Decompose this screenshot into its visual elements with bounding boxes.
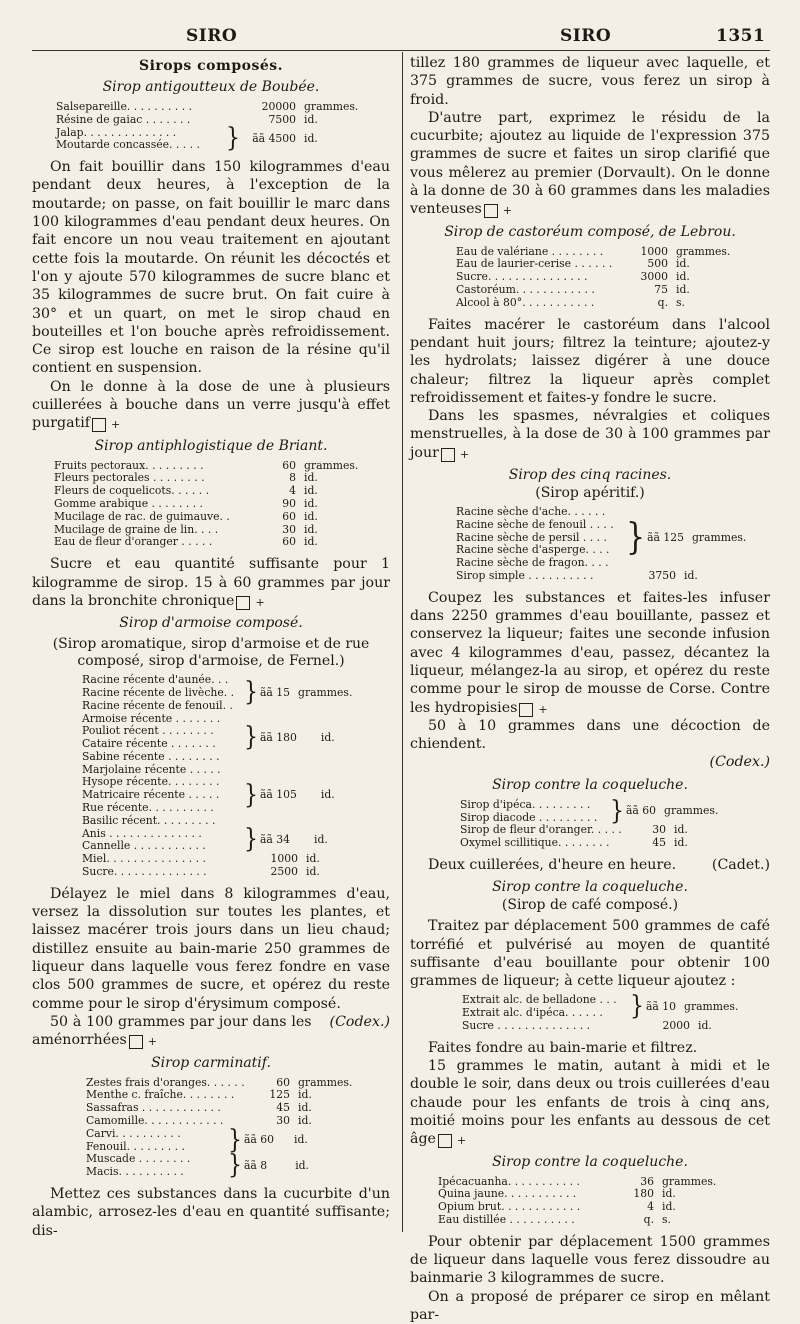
ingredient-unit: id. — [298, 1101, 312, 1115]
ingredient-unit: grammes. — [298, 1075, 353, 1089]
ingredient-list — [32, 674, 390, 879]
ingredient-qty: ãã 15 — [260, 685, 291, 699]
ingredient-name: Sucre. . . . . . . . . . . . . . — [82, 865, 207, 879]
ingredient-name: Racine récente d'aunée. . . — [82, 673, 229, 687]
plus-icon: + — [519, 703, 533, 717]
ingredient-qty: 2000 — [662, 1019, 690, 1033]
ingredient-qty: 30 — [652, 823, 666, 837]
paragraph: On le donne à la dose de une à plusieurs cuillerées à bouche dans un verre jusqu'à effet purgatif + — [32, 378, 390, 432]
brace-icon: } — [610, 795, 624, 826]
ingredient-unit: grammes. — [692, 530, 747, 544]
ingredient-unit: s. — [662, 1213, 671, 1227]
brace-icon: } — [228, 1150, 242, 1181]
paragraph: On a proposé de préparer ce sirop en mêlant par- — [410, 1288, 770, 1323]
ingredient-qty: ãã 10 — [646, 999, 677, 1013]
ingredient-name: Racine sèche d'asperge. . . . — [456, 543, 610, 557]
ingredient-unit: id. — [306, 865, 320, 879]
ingredient-unit: id. — [676, 257, 690, 271]
brace-icon: } — [244, 722, 258, 753]
ingredient-qty: 60 — [282, 535, 296, 549]
ingredient-unit: s. — [676, 295, 685, 309]
ingredient-qty: ãã 34 — [260, 833, 291, 847]
ingredient-unit: id. — [674, 836, 688, 850]
paragraph: Dans les spasmes, névralgies et coliques menstruelles, à la dose de 30 à 100 grammes par jour + — [410, 408, 770, 461]
ingredient-qty: 7500 — [268, 112, 296, 126]
brace-icon: } — [244, 824, 258, 855]
header-center: SIRO — [560, 26, 612, 46]
recipe-title: Sirop contre la coqueluche. — [492, 776, 688, 793]
ingredient-row — [462, 1020, 770, 1033]
ingredient-name: Moutarde concassée. . . . . — [56, 138, 200, 152]
ingredient-name: Sassafras . . . . . . . . . . . . — [86, 1101, 221, 1115]
ingredient-qty: 1000 — [640, 244, 668, 258]
ingredient-qty: 180 — [633, 1187, 654, 1201]
ingredient-qty: 4 — [289, 484, 296, 498]
ingredient-qty: 30 — [276, 1113, 290, 1127]
ingredient-row — [456, 297, 770, 310]
recipe-subtitle: (Sirop de café composé.) — [501, 897, 679, 914]
ingredient-group — [456, 506, 770, 570]
ingredient-list — [410, 795, 770, 850]
paragraph: Coupez les substances et faites-les infuser dans 2250 grammes d'eau bouillante, passez et conservez la liqueur; faites une seconde infusion avec 4 kilogrammes d'eau, passez, décantez la liqueur, mélangez-la au sirop, et opérez du reste comme pour le sirop de mousse de Corse. Contre les hydropisies + — [410, 589, 770, 716]
brace-icon: } — [228, 1124, 242, 1155]
paragraph: Délayez le miel dans 8 kilogrammes d'eau, versez la dissolution sur toutes les plantes, et laissez macérer trois jours dans un lieu chaud; distillez ensuite au bain-marie 250 grammes de liqueur dans laquelle vous ferez fondre en vase clos 500 grammes de sucre, et opérez du reste comme pour le sirop d'érysimum composé. (Codex.) — [32, 885, 390, 1030]
ingredient-qty: ãã 60 — [244, 1133, 275, 1147]
ingredient-list — [32, 1077, 390, 1179]
ingredient-name: Résine de gaiac . . . . . . . — [56, 112, 191, 126]
ingredient-unit: id. — [320, 730, 335, 744]
plus-icon: + — [441, 448, 455, 462]
ingredient-name: Racine sèche de persil . . . . — [456, 530, 607, 544]
ingredient-list — [410, 506, 770, 583]
ingredient-name: Fleurs pectorales . . . . . . . . — [54, 471, 205, 485]
paragraph: 50 à 100 grammes par jour dans les aménorrhées + — [32, 1013, 312, 1049]
ingredient-group — [82, 674, 390, 712]
ingredient-qty: 20000 — [261, 100, 296, 113]
ingredient-qty: 125 — [269, 1088, 290, 1102]
ingredient-group — [82, 713, 390, 764]
ingredient-name: Extrait alc. d'ipéca. . . . . . — [462, 1006, 603, 1020]
ingredient-unit: id. — [320, 788, 335, 802]
ingredient-unit: grammes. — [664, 804, 719, 818]
ingredient-qty: 500 — [647, 257, 668, 271]
ingredient-name: Sucre. . . . . . . . . . . . . . . — [456, 270, 588, 284]
ingredient-unit: id. — [294, 1133, 308, 1147]
ingredient-row — [460, 837, 770, 850]
ingredient-unit: id. — [698, 1019, 712, 1033]
ingredient-name: Eau de fleur d'oranger . . . . . — [54, 535, 213, 549]
brace-icon: } — [630, 991, 644, 1022]
plus-icon: + — [92, 418, 106, 432]
plus-icon: + — [484, 204, 498, 218]
ingredient-name: Anis . . . . . . . . . . . . . . — [82, 826, 202, 840]
ingredient-unit: id. — [304, 131, 318, 145]
ingredient-unit: id. — [304, 535, 318, 549]
paragraph: Traitez par déplacement 500 grammes de café torréfié et pulvérisé au moyen de quantité suffisante d'eau bouillante pour obtenir 100 grammes de liqueur; à cette liqueur ajoutez : — [410, 918, 770, 990]
paragraph: 15 grammes le matin, autant à midi et le double le soir, dans deux ou trois cuillerées d'eau chaude pour les enfants de trois à cinq ans, moitié moins pour les enfants au dessous de cet âge + — [410, 1058, 770, 1148]
ingredient-name: Rue récente. . . . . . . . . . — [82, 801, 214, 815]
recipe-title: Sirop contre la coqueluche. — [492, 1153, 688, 1170]
ingredient-group — [82, 764, 390, 828]
recipe-title: Sirop des cinq racines. — [508, 467, 672, 484]
ingredient-name: Cannelle . . . . . . . . . . . — [82, 839, 206, 853]
ingredient-qty: ãã 125 — [647, 530, 685, 544]
ingredient-row — [54, 536, 390, 549]
ingredient-name: Sabine récente . . . . . . . . — [82, 749, 220, 763]
ingredient-name: Racine sèche d'ache. . . . . . — [456, 505, 606, 519]
ingredient-qty: ãã 60 — [626, 804, 657, 818]
plus-icon: + — [236, 596, 250, 610]
ingredient-group — [460, 795, 770, 826]
section-title: Sirops composés. — [138, 58, 284, 74]
ingredient-name: Cataire récente . . . . . . . — [82, 737, 216, 751]
ingredient-name: Ipécacuanha. . . . . . . . . . . — [438, 1174, 580, 1188]
ingredient-name: Alcool à 80°. . . . . . . . . . . — [456, 295, 595, 309]
ingredient-name: Hysope récente. . . . . . . . — [82, 775, 220, 789]
header-rule — [32, 50, 770, 51]
ingredient-name: Eau de valériane . . . . . . . . — [456, 244, 604, 258]
ingredient-name: Jalap. . . . . . . . . . . . . . — [56, 125, 177, 139]
ingredient-name: Mucilage de graine de lin. . . . — [54, 522, 219, 536]
ingredient-name: Oxymel scillitique. . . . . . . . — [460, 836, 610, 850]
ingredient-row — [438, 1214, 770, 1227]
recipe-title: Sirop carminatif. — [151, 1054, 271, 1071]
ingredient-name: Eau distillée . . . . . . . . . . — [438, 1213, 575, 1227]
ingredient-unit: id. — [304, 112, 318, 126]
brace-icon: } — [226, 123, 240, 154]
ingredient-unit: grammes. — [298, 685, 353, 699]
ingredient-unit: id. — [304, 471, 318, 485]
ingredient-unit: id. — [684, 569, 698, 583]
ingredient-unit: grammes. — [304, 100, 359, 113]
ingredient-name: Mucilage de rac. de guimauve. . — [54, 509, 230, 523]
ingredient-name: Racine récente de fenouil. . — [82, 698, 233, 712]
paragraph: Deux cuillerées, d'heure en heure. (Cadet.) — [428, 856, 770, 873]
ingredient-name: Fenouil. . . . . . . . . — [86, 1139, 185, 1153]
ingredient-unit: id. — [304, 484, 318, 498]
paragraph: D'autre part, exprimez le résidu de la cucurbite; ajoutez au liquide de l'expression 375 grammes de sucre et faites un sirop clarifié que vous mêlerez au premier (Dorvault). On le donne à la donne de 30 à 60 grammes dans les maladies venteuses + — [410, 109, 770, 218]
ingredient-unit: id. — [304, 497, 318, 511]
header-left: SIRO — [186, 26, 238, 46]
ingredient-unit: id. — [306, 852, 320, 866]
ingredient-row — [456, 570, 770, 583]
ingredient-unit: id. — [674, 823, 688, 837]
ingredient-unit: grammes. — [684, 999, 739, 1013]
recipe-title: Sirop contre la coqueluche. — [492, 879, 688, 896]
ingredient-qty: ãã 180 — [260, 730, 297, 744]
ingredient-unit: id. — [298, 1088, 312, 1102]
ingredient-name: Sucre . . . . . . . . . . . . . . — [462, 1019, 591, 1033]
ingredient-unit: grammes. — [304, 458, 359, 472]
ingredient-row — [54, 498, 390, 511]
paragraph: On fait bouillir dans 150 kilogrammes d'eau pendant deux heures, à l'exception de la moutarde; on passe, on fait bouillir le marc dans 100 kilogrammes d'eau pendant deux heures. On fait encore un nou veau traitement en ajoutant cette fois la moutarde. On réunit les décoctés et l'on y ajoute 570 kilogrammes de sucre blanc et 35 kilogrammes de sucre brut. On fait cuire à 30° et un quart, on met le sirop chaud en bouteilles et l'on bouche après refroidissement. Ce sirop est louche en raison de la résine qu'il contient en suspension. — [32, 159, 390, 377]
ingredient-unit: grammes. — [676, 244, 731, 258]
ingredient-name: Muscade . . . . . . . . — [86, 1152, 191, 1166]
plus-icon: + — [129, 1035, 143, 1049]
ingredient-name: Pouliot récent . . . . . . . . — [82, 724, 214, 738]
ingredient-group — [56, 123, 390, 154]
ingredient-list — [32, 460, 390, 550]
ingredient-name: Salsepareille. . . . . . . . . . — [56, 100, 193, 113]
ingredient-name: Matricaire récente . . . . . — [82, 788, 220, 802]
ingredient-qty: 45 — [652, 836, 666, 850]
ingredient-group — [86, 1150, 390, 1181]
ingredient-unit: id. — [662, 1200, 676, 1214]
ingredient-row — [56, 114, 390, 127]
paragraph: 50 à 10 grammes dans une décoction de chiendent. — [410, 717, 770, 753]
ingredient-qty: 8 — [289, 471, 296, 485]
ingredient-qty: 60 — [282, 509, 296, 523]
ingredient-name: Sirop diacode . . . . . . . . . — [460, 810, 598, 824]
ingredient-row — [82, 866, 390, 879]
ingredient-qty: 90 — [282, 497, 296, 511]
recipe-title: Sirop de castoréum composé, de Lebrou. — [444, 223, 736, 240]
ingredient-name: Racine sèche de fragon. . . . — [456, 556, 609, 570]
ingredient-name: Sirop simple . . . . . . . . . . — [456, 569, 594, 583]
ingredient-name: Zestes frais d'oranges. . . . . . — [86, 1075, 245, 1089]
page-number: 1351 — [716, 26, 766, 46]
brace-icon: } — [244, 780, 258, 811]
ingredient-qty: q. — [657, 295, 668, 309]
paragraph: Faites macérer le castoréum dans l'alcool pendant huit jours; filtrez la teinture; ajoutez-y les hydrolats; laissez digérer à une douce chaleur; filtrez la liqueur après complet refroidissement et faites-y fondre le sucre. — [410, 316, 770, 406]
paragraph: tillez 180 grammes de liqueur avec laquelle, et 375 grammes de sucre, vous ferez un sirop à froid. — [410, 55, 770, 108]
ingredient-name: Fleurs de coquelicots. . . . . . — [54, 484, 210, 498]
ingredient-qty: 60 — [282, 458, 296, 472]
ingredient-qty: 2500 — [270, 865, 298, 879]
left-column — [32, 54, 390, 1240]
ingredient-list — [410, 1176, 770, 1227]
ingredient-row — [456, 284, 770, 297]
paragraph: Mettez ces substances dans la cucurbite d'un alambic, arrosez-les d'eau en quantité suffisante; dis- — [32, 1185, 390, 1239]
ingredient-unit: id. — [662, 1187, 676, 1201]
recipe-title: Sirop d'armoise composé. — [119, 615, 303, 632]
ingredient-name: Castoréum. . . . . . . . . . . . — [456, 283, 595, 297]
paragraph: Sucre et eau quantité suffisante pour 1 kilogramme de sirop. 15 à 60 grammes par jour dans la bronchite chronique + — [32, 556, 390, 609]
ingredient-name: Miel. . . . . . . . . . . . . . . — [82, 852, 206, 866]
recipe-subtitle: (Sirop aromatique, sirop d'armoise et de rue composé, sirop d'armoise, de Fernel.) — [52, 636, 370, 670]
ingredient-name: Quina jaune. . . . . . . . . . . — [438, 1187, 577, 1201]
ingredient-name: Extrait alc. de belladone . . . — [462, 993, 617, 1007]
ingredient-unit: id. — [314, 833, 328, 847]
ingredient-qty: 30 — [282, 522, 296, 536]
brace-icon: } — [626, 516, 646, 559]
ingredient-qty: 3000 — [640, 270, 668, 284]
paragraph: Pour obtenir par déplacement 1500 grammes de liqueur dans laquelle vous ferez dissoudre au bainmarie 3 kilogrammes de sucre. — [410, 1233, 770, 1287]
ingredient-name: Eau de laurier-cerise . . . . . . — [456, 257, 613, 271]
ingredient-qty: q. — [643, 1213, 654, 1227]
ingredient-qty: 60 — [276, 1075, 290, 1089]
ingredient-unit: id. — [676, 270, 690, 284]
ingredient-row — [54, 511, 390, 524]
source-note: (Codex.) — [329, 1013, 390, 1030]
recipe-subtitle: (Sirop apéritif.) — [535, 485, 645, 502]
ingredient-group — [462, 991, 770, 1022]
ingredient-name: Sirop de fleur d'oranger. . . . . — [460, 823, 622, 837]
ingredient-qty: 3750 — [648, 569, 676, 583]
ingredient-name: Opium brut. . . . . . . . . . . . — [438, 1200, 581, 1214]
ingredient-qty: 1000 — [270, 852, 298, 866]
ingredient-list — [410, 246, 770, 310]
ingredient-list — [410, 991, 770, 1033]
ingredient-name: Camomille. . . . . . . . . . . . — [86, 1113, 224, 1127]
ingredient-qty: 4 — [647, 1200, 654, 1214]
ingredient-qty: ãã 105 — [260, 788, 297, 802]
ingredient-name: Macis. . . . . . . . . . — [86, 1165, 184, 1179]
ingredient-row — [56, 101, 390, 114]
ingredient-name: Marjolaine récente . . . . . — [82, 762, 221, 776]
ingredient-qty: 75 — [654, 283, 668, 297]
ingredient-unit: id. — [304, 509, 318, 523]
ingredient-group — [82, 824, 390, 855]
ingredient-list — [32, 101, 390, 152]
ingredient-qty: ãã 8 — [244, 1158, 268, 1172]
ingredient-qty: 36 — [640, 1174, 654, 1188]
ingredient-qty: 45 — [276, 1101, 290, 1115]
ingredient-unit: grammes. — [662, 1174, 717, 1188]
ingredient-unit: id. — [676, 283, 690, 297]
ingredient-unit: id. — [295, 1158, 309, 1172]
ingredient-name: Sirop d'ipéca. . . . . . . . . — [460, 797, 591, 811]
plus-icon: + — [438, 1134, 452, 1148]
column-divider — [402, 52, 403, 1232]
ingredient-name: Basilic récent. . . . . . . . . — [82, 813, 216, 827]
ingredient-name: Armoise récente . . . . . . . — [82, 711, 221, 725]
ingredient-name: Racine récente de livèche. . — [82, 685, 235, 699]
ingredient-unit: id. — [304, 522, 318, 536]
source-note: (Cadet.) — [711, 856, 770, 873]
ingredient-name: Fruits pectoraux. . . . . . . . . — [54, 458, 204, 472]
paragraph: Faites fondre au bain-marie et filtrez. — [428, 1039, 698, 1056]
right-column — [410, 54, 770, 1324]
ingredient-name: Racine sèche de fenouil . . . . — [456, 517, 614, 531]
ingredient-unit: id. — [298, 1113, 312, 1127]
source-note: (Codex.) — [709, 754, 770, 771]
ingredient-name: Menthe c. fraîche. . . . . . . . — [86, 1088, 235, 1102]
ingredient-row — [86, 1102, 390, 1115]
recipe-title: Sirop antiphlogistique de Briant. — [94, 437, 328, 454]
ingredient-name: Carvi. . . . . . . . . . — [86, 1126, 181, 1140]
ingredient-qty: ãã 4500 — [252, 131, 296, 145]
brace-icon: } — [244, 677, 258, 708]
ingredient-name: Gomme arabique . . . . . . . . — [54, 497, 203, 511]
recipe-title: Sirop antigoutteux de Boubée. — [102, 79, 320, 95]
